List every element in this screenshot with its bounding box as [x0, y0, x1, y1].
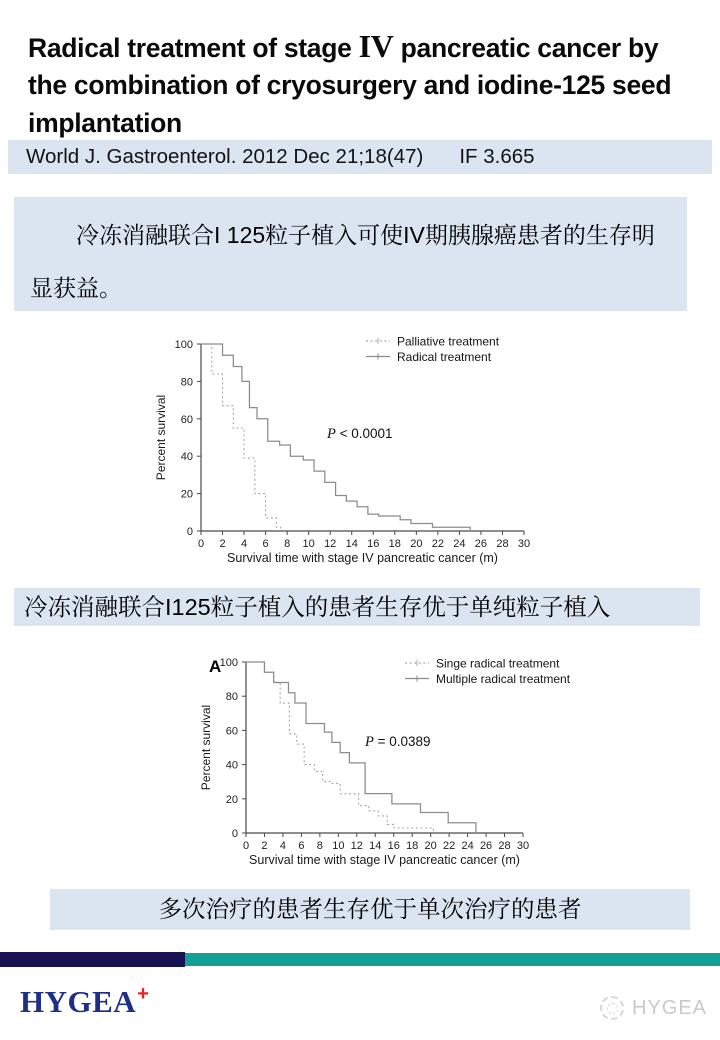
svg-text:Percent survival: Percent survival — [154, 394, 168, 481]
survival-chart-2-svg — [185, 642, 705, 884]
svg-text:0: 0 — [242, 840, 250, 852]
svg-text:60: 60 — [225, 725, 238, 738]
svg-text:100: 100 — [174, 339, 193, 351]
svg-text:14: 14 — [369, 840, 382, 852]
svg-text:0: 0 — [186, 526, 193, 538]
svg-text:10: 10 — [302, 538, 315, 550]
svg-text:A: A — [209, 657, 222, 676]
svg-text:14: 14 — [345, 538, 358, 550]
svg-text:0: 0 — [197, 538, 205, 550]
callout-mid-text: 冷冻消融联合I125粒子植入的患者生存优于单纯粒子植入 — [24, 594, 611, 620]
svg-text:Percent survival: Percent survival — [199, 704, 213, 791]
svg-text:0: 0 — [231, 828, 238, 840]
svg-text:Multiple radical treatment: Multiple radical treatment — [436, 672, 571, 686]
svg-text:6: 6 — [262, 538, 269, 550]
svg-text:12: 12 — [324, 538, 337, 550]
svg-text:P = 0.0389: P = 0.0389 — [365, 734, 431, 750]
hygea-logo-text: HYGEA — [20, 984, 137, 1019]
svg-text:26: 26 — [479, 840, 493, 852]
summary-text: 冷冻消融联合I 125粒子植入可使IV期胰腺癌患者的生存明显获益。 — [30, 222, 655, 301]
svg-text:26: 26 — [474, 538, 488, 550]
hygea-watermark-globe-icon — [600, 996, 624, 1020]
svg-text:20: 20 — [410, 538, 423, 550]
hygea-logo-cross-icon: + — [137, 983, 150, 1005]
svg-text:Palliative treatment: Palliative treatment — [397, 334, 500, 349]
svg-text:40: 40 — [225, 759, 238, 772]
page-title-prefix: Radical treatment of stage — [28, 32, 359, 63]
svg-text:100: 100 — [219, 657, 238, 669]
page-title — [28, 27, 678, 143]
svg-text:18: 18 — [388, 538, 401, 550]
hygea-watermark-text: HYGEA — [632, 996, 708, 1019]
page-title-roman-numeral: IV — [358, 27, 394, 64]
svg-text:80: 80 — [225, 691, 238, 704]
survival-chart-palliative-vs-radical — [140, 322, 590, 585]
svg-text:8: 8 — [284, 538, 291, 550]
svg-text:16: 16 — [367, 538, 380, 550]
svg-text:10: 10 — [332, 840, 345, 852]
svg-text:16: 16 — [387, 840, 400, 852]
svg-text:6: 6 — [298, 840, 305, 852]
summary-highlight-box — [14, 197, 687, 311]
svg-text:20: 20 — [225, 793, 238, 806]
footer-teal-bar — [185, 953, 720, 966]
svg-text:30: 30 — [516, 840, 530, 852]
svg-text:Survival time with stage IV pa: Survival time with stage IV pancreatic cancer (m) — [249, 853, 520, 867]
svg-text:20: 20 — [424, 840, 437, 852]
svg-text:Singe radical treatment: Singe radical treatment — [436, 656, 560, 671]
hygea-logo — [20, 984, 149, 1020]
journal-citation: World J. Gastroenterol. 2012 Dec 21;18(47) — [26, 145, 424, 168]
callout-bottom — [50, 889, 690, 930]
svg-text:60: 60 — [180, 413, 193, 426]
svg-text:2: 2 — [261, 840, 268, 852]
svg-text:24: 24 — [461, 840, 474, 852]
svg-text:4: 4 — [279, 840, 286, 852]
svg-text:30: 30 — [517, 538, 531, 550]
svg-text:28: 28 — [498, 840, 511, 852]
citation-bar — [8, 140, 712, 174]
svg-text:20: 20 — [180, 488, 193, 501]
svg-text:8: 8 — [316, 840, 323, 852]
svg-text:2: 2 — [219, 538, 226, 550]
survival-chart-1-svg — [140, 322, 590, 580]
svg-text:12: 12 — [350, 840, 363, 852]
svg-text:22: 22 — [443, 840, 456, 852]
svg-text:28: 28 — [496, 538, 509, 550]
svg-text:4: 4 — [241, 538, 248, 550]
survival-chart-single-vs-multiple — [185, 642, 705, 889]
svg-text:22: 22 — [431, 538, 444, 550]
svg-text:40: 40 — [180, 451, 193, 464]
svg-text:Radical treatment: Radical treatment — [397, 350, 492, 364]
impact-factor: IF 3.665 — [459, 145, 535, 168]
svg-text:80: 80 — [180, 376, 193, 389]
hygea-watermark — [600, 996, 707, 1020]
svg-text:24: 24 — [453, 538, 466, 550]
callout-mid — [14, 588, 700, 626]
svg-text:Survival time with stage IV pa: Survival time with stage IV pancreatic cancer (m) — [227, 551, 498, 565]
callout-bottom-text: 多次治疗的患者生存优于单次治疗的患者 — [158, 896, 582, 922]
svg-text:P < 0.0001: P < 0.0001 — [327, 426, 393, 442]
footer-navy-bar — [0, 952, 185, 967]
page-title-suffix: pancreatic cancer by the combination of cryosurgery and iodine-125 seed implantation — [28, 32, 672, 138]
svg-text:18: 18 — [406, 840, 419, 852]
